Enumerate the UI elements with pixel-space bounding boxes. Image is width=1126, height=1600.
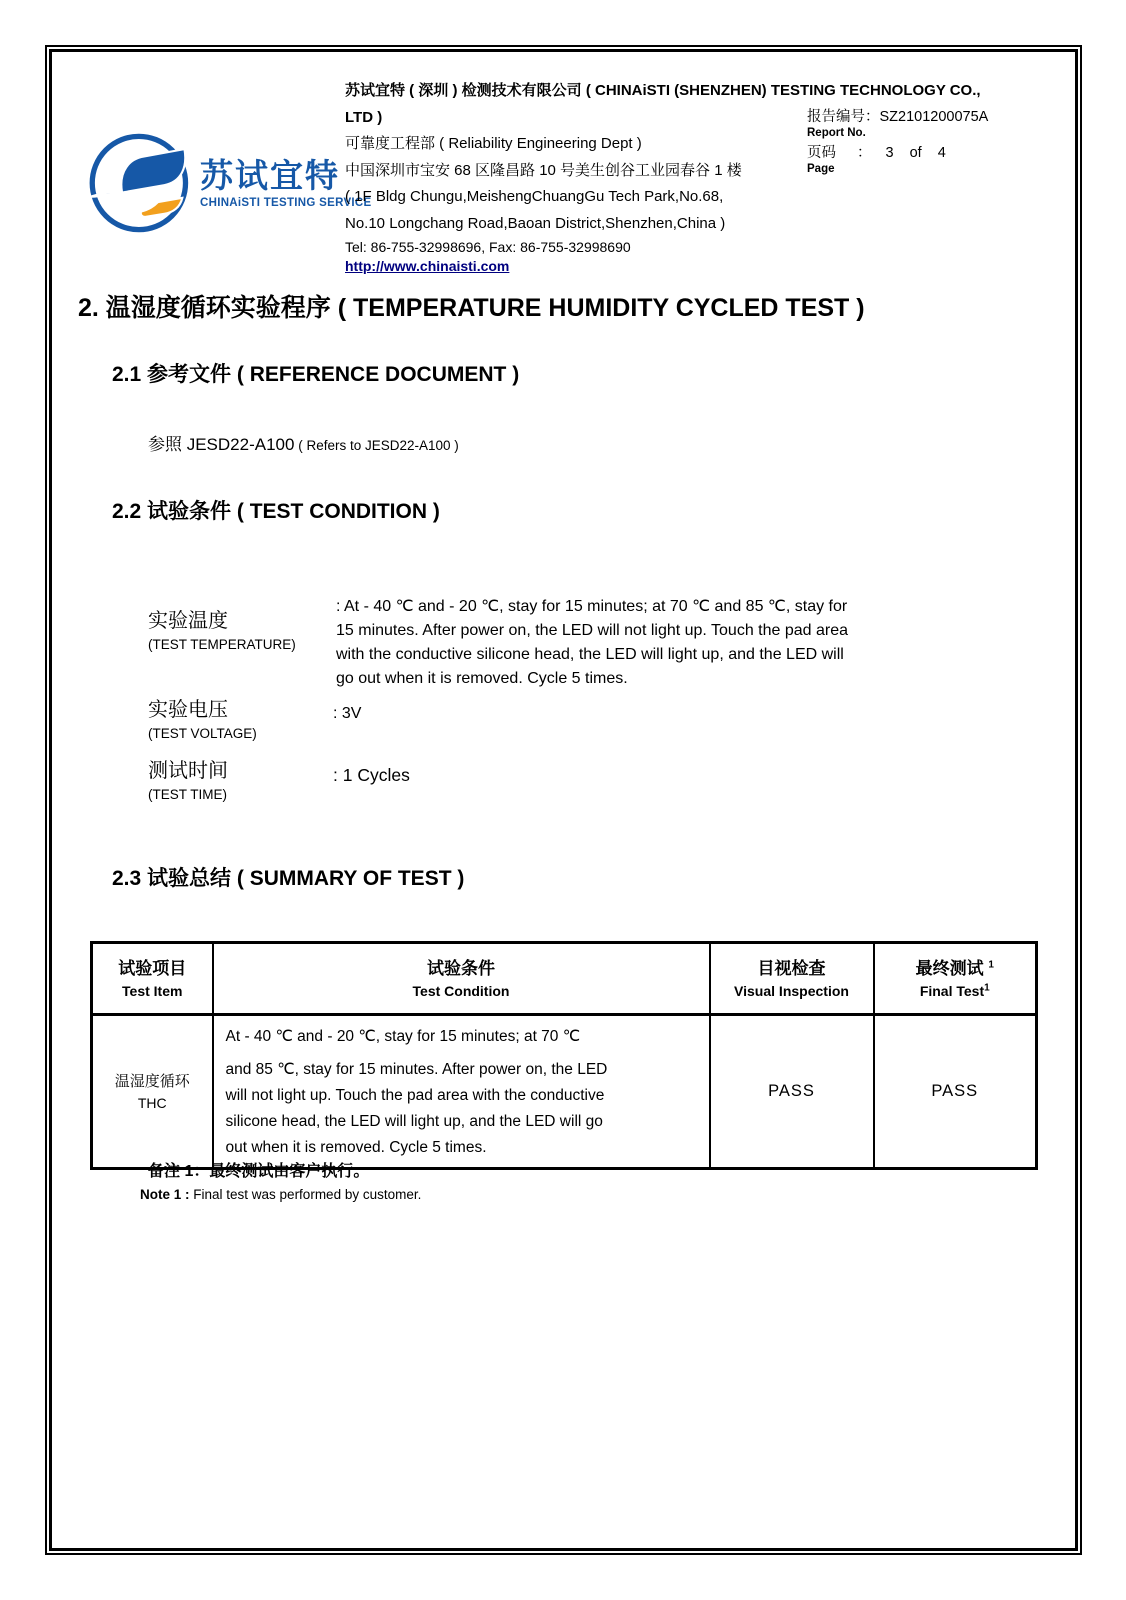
page-label-zh: 页码 xyxy=(807,145,836,161)
company-logo xyxy=(88,130,372,236)
logo-brand-name: 苏试宜特 xyxy=(200,156,340,194)
test-temperature-label-en: (TEST TEMPERATURE) xyxy=(148,637,296,652)
note-1-en xyxy=(140,1187,421,1202)
test-time-value: : 1 Cycles xyxy=(333,765,410,785)
test-voltage-label-en: (TEST VOLTAGE) xyxy=(148,726,257,741)
cell-final-test-result: PASS xyxy=(874,1015,1037,1169)
note-1-zh: 备注 1：最终测试由客户执行。 xyxy=(148,1163,370,1180)
section-2-2-heading: 2.2 试验条件 ( TEST CONDITION ) xyxy=(112,500,440,523)
test-time-label-en: (TEST TIME) xyxy=(148,787,228,802)
test-voltage-label xyxy=(148,697,338,745)
section-2-3-heading: 2.3 试验总结 ( SUMMARY OF TEST ) xyxy=(112,867,465,890)
company-address-en-line2: No.10 Longchang Road,Baoan District,Shenzhen,China ) xyxy=(345,214,726,232)
test-temperature-value: : At - 40 ℃ and - 20 ℃, stay for 15 minutes; at 70 ℃ and 85 ℃, stay for 15 minutes. After power on, the LED will not light up. Touch the pad area with the conductive silicone head, the LED will light up, and the LED will go out when it is removed. Cycle 5 times. xyxy=(336,598,849,687)
table-header-row xyxy=(92,943,1037,1015)
test-time-label xyxy=(148,758,338,806)
company-address-en-line1: ( 1F Bldg Chungu,MeishengChuangGu Tech Park,No.68, xyxy=(345,188,724,205)
header-test-condition: 试验条件 Test Condition xyxy=(213,943,710,1015)
test-temperature-label xyxy=(148,608,338,656)
company-dept: 可靠度工程部 ( Reliability Engineering Dept ) xyxy=(345,135,642,152)
company-name-line1: 苏试宜特 ( 深圳 ) 检测技术有限公司 ( CHINAiSTI (SHENZHEN) TESTING TECHNOLOGY CO., xyxy=(345,82,981,99)
company-address-zh: 中国深圳市宝安 68 区隆昌路 10 号美生创谷工业园春谷 1 楼 xyxy=(345,161,742,179)
reference-standard-en: ( Refers to JESD22-A100 ) xyxy=(294,438,459,453)
company-tel-fax: Tel: 86-755-32998696, Fax: 86-755-32998690 xyxy=(345,239,631,255)
section-2-1-heading: 2.1 参考文件 ( REFERENCE DOCUMENT ) xyxy=(112,363,520,386)
logo-tagline: CHINAiSTI TESTING SERVICE xyxy=(200,197,372,210)
test-voltage-value: : 3V xyxy=(333,705,362,722)
report-info xyxy=(807,108,1022,180)
reference-document-line xyxy=(148,430,459,455)
reference-standard: 参照 JESD22-A100 xyxy=(148,435,295,454)
cell-test-condition: At - 40 ℃ and - 20 ℃, stay for 15 minutes; at 70 ℃ and 85 ℃, stay for 15 minutes. After power on, the LED will not light up. Touch the pad area with the conductive silicone head, the LED will light up, and the LED will go out when it is removed. Cycle 5 times. xyxy=(213,1015,710,1169)
company-website-link[interactable]: http://www.chinaisti.com xyxy=(345,258,510,274)
report-no-label-en: Report No. xyxy=(807,127,866,139)
test-voltage-label-zh: 实验电压 xyxy=(148,699,228,721)
header-final-test: 最终测试 $^1$ Final Test$^1$ xyxy=(874,943,1037,1015)
summary-of-test-table xyxy=(90,941,1038,1170)
report-no-label-zh: 报告编号： xyxy=(807,109,880,125)
cell-test-item: 温湿度循环 THC xyxy=(92,1015,213,1169)
page-number-value: 3 of 4 xyxy=(885,145,946,161)
note-1-en-label: Note 1 : xyxy=(140,1187,190,1202)
logo-swoosh-icon xyxy=(88,130,194,236)
test-time-label-zh: 测试时间 xyxy=(148,760,228,782)
company-name-line2: LTD ) xyxy=(345,108,383,126)
report-no-value: SZ2101200075A xyxy=(879,109,989,125)
page-label-en: Page xyxy=(807,163,835,175)
header-test-item: 试验项目 Test Item xyxy=(92,943,213,1015)
header-visual-inspection: 目视检查 Visual Inspection xyxy=(710,943,874,1015)
table-row xyxy=(92,1015,1037,1169)
test-temperature-label-zh: 实验温度 xyxy=(148,610,228,632)
note-1-en-text: Final test was performed by customer. xyxy=(189,1187,422,1202)
page-colon: ： xyxy=(857,145,872,161)
section-title: 2. 温湿度循环实验程序 ( TEMPERATURE HUMIDITY CYCLED TEST ) xyxy=(78,294,865,322)
cell-visual-inspection-result: PASS xyxy=(710,1015,874,1169)
